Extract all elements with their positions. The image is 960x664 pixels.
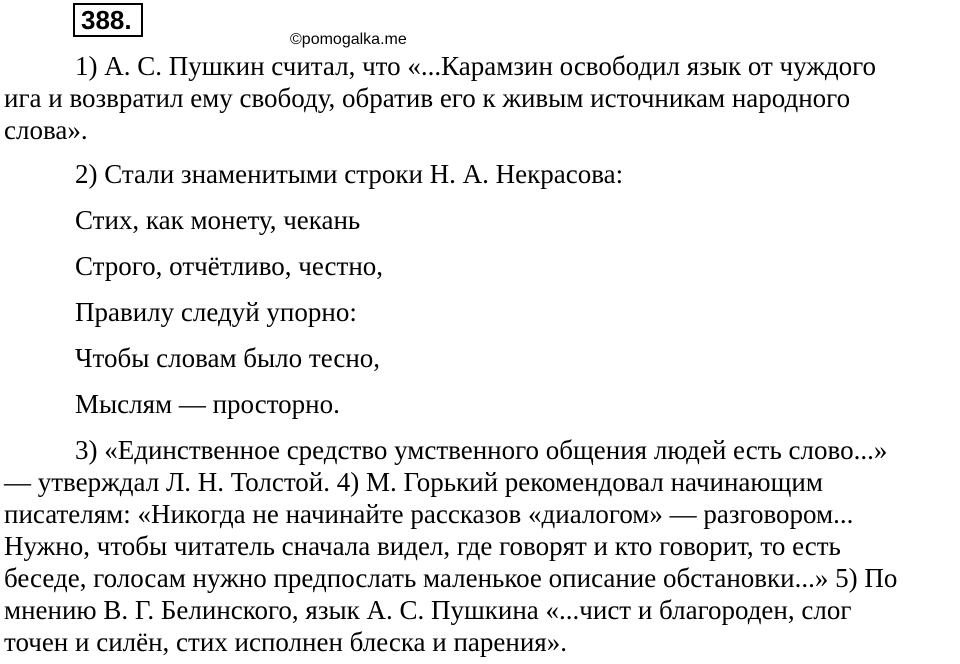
text-line: 1) А. С. Пушкин считал, что «...Карамзин освободил язык от чуждого [75, 51, 877, 81]
text-line: 3) «Единственное средство умственного общения людей есть слово...» [75, 435, 888, 465]
text-line: — утверждал Л. Н. Толстой. 4) М. Горький рекомендовал начинающим [4, 467, 823, 497]
text-line: беседе, голосам нужно предпослать маленькое описание обстановки...» 5) По [4, 563, 898, 593]
text-line: 2) Стали знаменитыми строки Н. А. Некрасова: [75, 159, 624, 189]
poem-line: Стих, как монету, чекань [75, 205, 361, 235]
poem-line: Чтобы словам было тесно, [75, 343, 381, 373]
poem-line: Мыслям — просторно. [75, 389, 340, 419]
text-line: ига и возвратил ему свободу, обратив его к живым источникам народного [4, 83, 851, 113]
poem-line: Правилу следуй упорно: [75, 297, 357, 327]
text-line: слова». [4, 115, 88, 145]
task-number-box: 388. [73, 3, 143, 37]
text-line: мнению В. Г. Белинского, язык А. С. Пушкина «...чист и благороден, слог [4, 595, 852, 625]
watermark: ©pomogalka.me [290, 31, 407, 48]
text-line: Нужно, чтобы читатель сначала видел, где говорят и кто говорит, то есть [4, 531, 841, 561]
text-line: писателям: «Никогда не начинайте рассказов «диалогом» — разговором... [4, 499, 854, 529]
text-line: точен и силён, стих исполнен блеска и парения». [4, 627, 567, 657]
poem-line: Строго, отчётливо, честно, [75, 251, 384, 281]
